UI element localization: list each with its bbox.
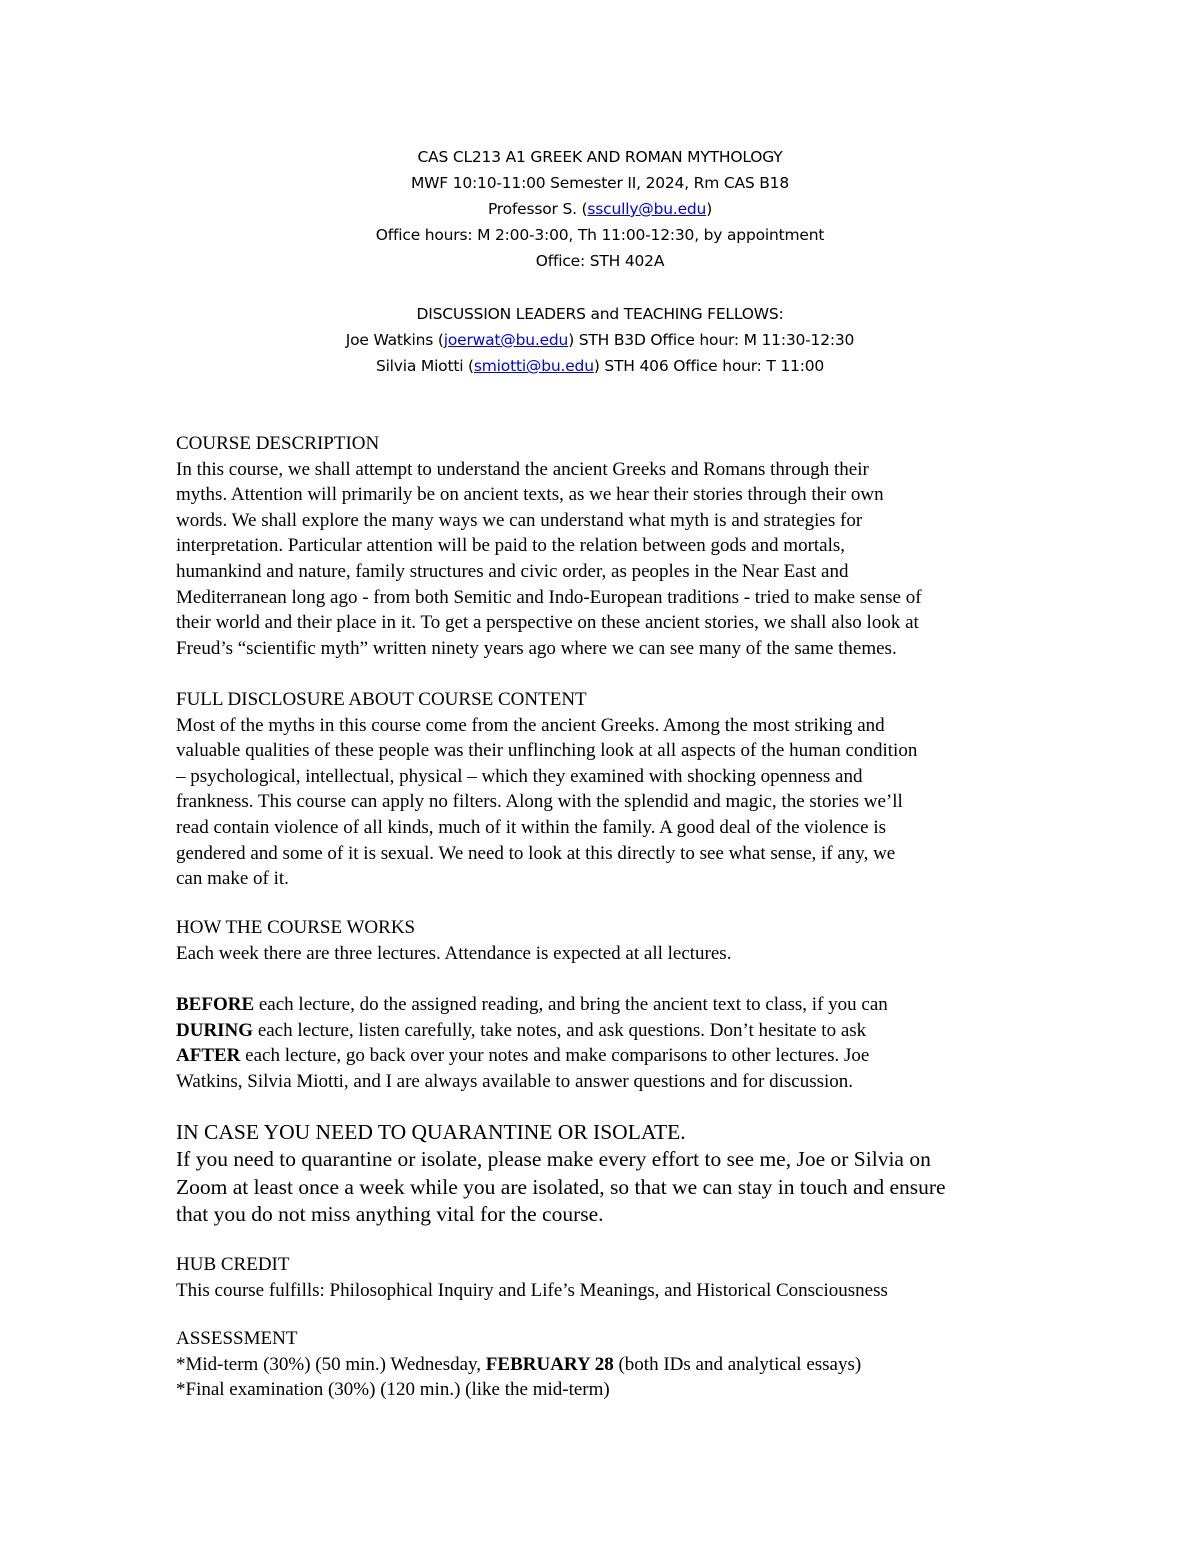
leader-silvia	[0, 353, 1200, 379]
how-course-works-title: HOW THE COURSE WORKS	[176, 917, 416, 938]
midterm-date: FEBRUARY 28	[485, 1353, 614, 1375]
course-description-title: COURSE DESCRIPTION	[176, 433, 380, 454]
full-disclosure-line: – psychological, intellectual, physical – which they examined with shocking openness and	[176, 765, 863, 787]
full-disclosure-line: Most of the myths in this course come from the ancient Greeks. Among the most striking and	[176, 714, 885, 736]
hub-credit-text: This course fulfills: Philosophical Inquiry and Life’s Meanings, and Historical Consciousness	[176, 1279, 888, 1301]
full-disclosure-section	[176, 687, 1056, 892]
leader-silvia-name: Silvia Miotti (	[375, 357, 474, 375]
midterm-details: (both IDs and analytical essays)	[613, 1353, 862, 1375]
course-schedule: MWF 10:10-11:00 Semester II, 2024, Rm CAS B18	[410, 174, 790, 192]
professor-email-link[interactable]: sscully@bu.edu	[587, 200, 707, 218]
midterm-text: *Mid-term (30%) (50 min.) Wednesday,	[176, 1353, 486, 1375]
leaders-heading: DISCUSSION LEADERS and TEACHING FELLOWS:	[416, 305, 784, 323]
course-header	[0, 144, 1200, 274]
leader-silvia-details: ) STH 406 Office hour: T 11:00	[593, 357, 825, 375]
assessment-midterm	[176, 1352, 1056, 1378]
office-hours: Office hours: M 2:00-3:00, Th 11:00-12:30, by appointment	[375, 226, 825, 244]
full-disclosure-title: FULL DISCLOSURE ABOUT COURSE CONTENT	[176, 689, 587, 710]
quarantine-section	[176, 1119, 1056, 1229]
after-line-continued: Watkins, Silvia Miotti, and I are always available to answer questions and for discussion.	[176, 1070, 854, 1092]
full-disclosure-line: gendered and some of it is sexual. We need to look at this directly to see what sense, if any, we	[176, 842, 896, 864]
full-disclosure-line: frankness. This course can apply no filters. Along with the splendid and magic, the stories we’ll	[176, 791, 903, 813]
leader-joe	[0, 327, 1200, 353]
professor-label: Professor S. (	[487, 200, 588, 218]
quarantine-line: Zoom at least once a week while you are isolated, so that we can stay in touch and ensure	[176, 1174, 946, 1199]
leader-joe-details: ) STH B3D Office hour: M 11:30-12:30	[568, 331, 855, 349]
hub-credit-title: HUB CREDIT	[176, 1254, 290, 1275]
course-description-line: interpretation. Particular attention will be paid to the relation between gods and mortals,	[176, 535, 846, 557]
course-description-line: their world and their place in it. To get a perspective on these ancient stories, we shall also look at	[176, 612, 919, 634]
during-line	[176, 1018, 1056, 1044]
after-text: each lecture, go back over your notes and make comparisons to other lectures. Joe	[240, 1045, 870, 1067]
leader-silvia-email-link[interactable]: smiotti@bu.edu	[473, 357, 594, 375]
before-text: each lecture, do the assigned reading, and bring the ancient text to class, if you can	[254, 994, 888, 1015]
full-disclosure-line: can make of it.	[176, 868, 289, 890]
during-text: each lecture, listen carefully, take notes, and ask questions. Don’t hesitate to ask	[253, 1019, 867, 1041]
before-label: BEFORE	[176, 994, 255, 1015]
hub-credit-section	[176, 1252, 1056, 1303]
assessment-title: ASSESSMENT	[176, 1328, 298, 1349]
course-description-line: myths. Attention will primarily be on ancient texts, as we hear their stories through their own	[176, 484, 884, 506]
leader-joe-email-link[interactable]: joerwat@bu.edu	[443, 331, 569, 349]
teaching-fellows	[0, 301, 1200, 379]
course-title: CAS CL213 A1 GREEK AND ROMAN MYTHOLOGY	[417, 148, 783, 166]
course-description-line: words. We shall explore the many ways we can understand what myth is and strategies for	[176, 509, 863, 531]
quarantine-title: IN CASE YOU NEED TO QUARANTINE OR ISOLATE.	[176, 1120, 686, 1144]
professor-suffix: )	[706, 200, 713, 218]
quarantine-line: If you need to quarantine or isolate, please make every effort to see me, Joe or Silvia on	[176, 1147, 931, 1172]
office-location: Office: STH 402A	[535, 252, 665, 270]
lecture-guidance	[176, 992, 1056, 1094]
quarantine-line: that you do not miss anything vital for the course.	[176, 1202, 604, 1227]
assessment-final: *Final examination (30%) (120 min.) (like the mid-term)	[176, 1379, 610, 1401]
course-description-line: Mediterranean long ago - from both Semitic and Indo-European traditions - tried to make sense of	[176, 586, 922, 608]
course-description-line: Freud’s “scientific myth” written ninety years ago where we can see many of the same themes.	[176, 637, 897, 659]
how-course-works-intro: Each week there are three lectures. Attendance is expected at all lectures.	[176, 942, 732, 964]
after-label: AFTER	[176, 1045, 241, 1067]
course-description-section	[176, 431, 1056, 661]
full-disclosure-line: valuable qualities of these people was their unflinching look at all aspects of the human condition	[176, 740, 918, 762]
course-description-line: humankind and nature, family structures and civic order, as peoples in the Near East and	[176, 560, 849, 582]
assessment-section	[176, 1326, 1056, 1403]
full-disclosure-line: read contain violence of all kinds, much of it within the family. A good deal of the violence is	[176, 816, 887, 838]
leader-joe-name: Joe Watkins (	[345, 331, 444, 349]
during-label: DURING	[176, 1019, 254, 1041]
how-course-works-section	[176, 915, 1056, 966]
after-line	[176, 1043, 1056, 1069]
course-description-line: In this course, we shall attempt to understand the ancient Greeks and Romans through their	[176, 458, 869, 480]
before-line	[176, 992, 1056, 1018]
professor-line	[0, 196, 1200, 222]
